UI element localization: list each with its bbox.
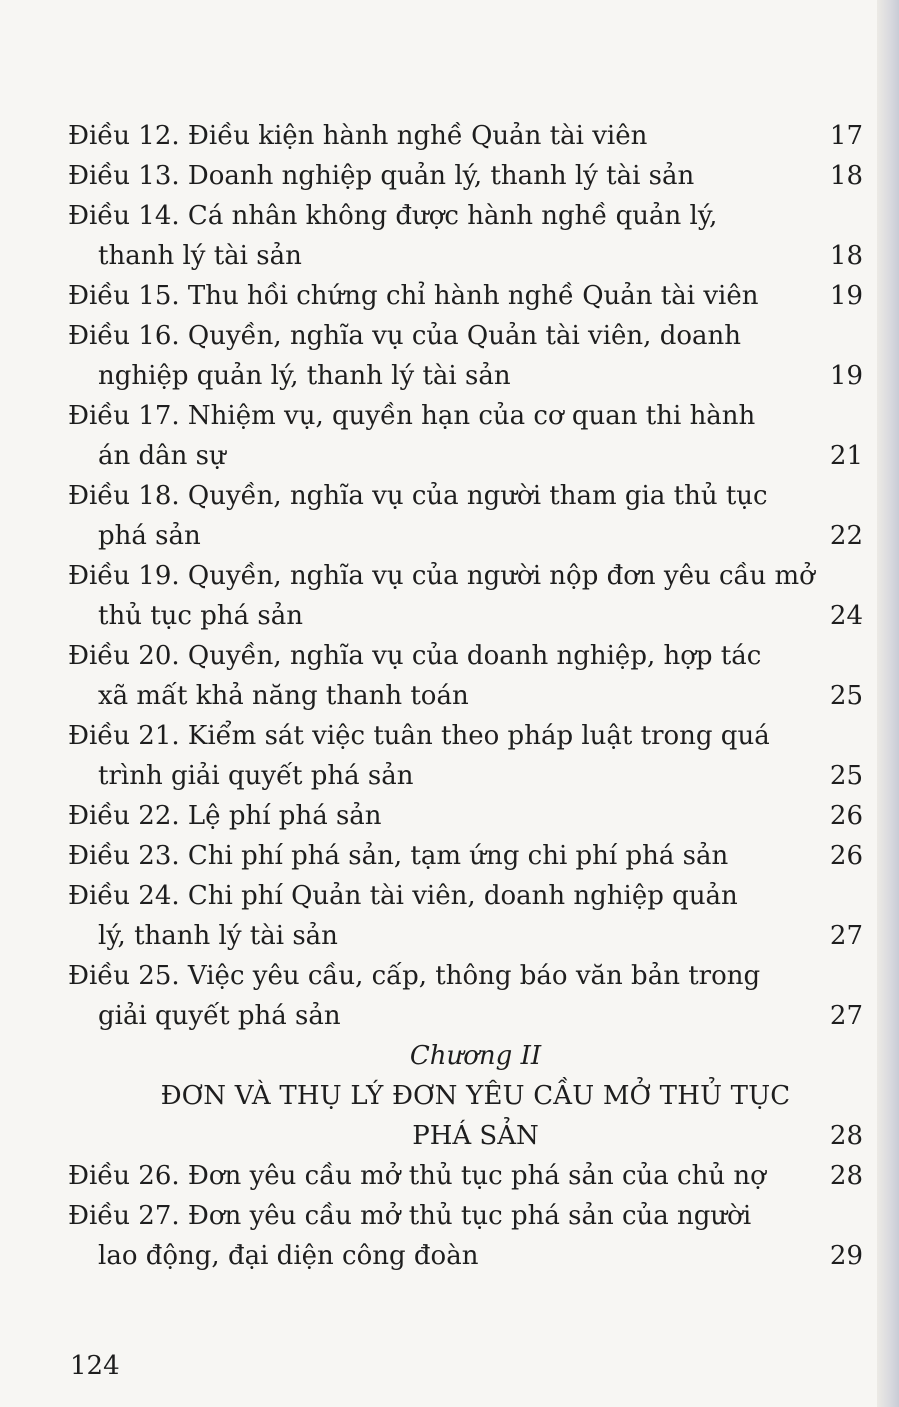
- toc-entry-13: [68, 156, 863, 196]
- chapter-title-cont-row: [68, 1116, 863, 1156]
- toc-entry-text: Điều 27. Đơn yêu cầu mở thủ tục phá sản của người: [68, 1201, 752, 1231]
- toc-entry-text: Điều 20. Quyền, nghĩa vụ của doanh nghiệp, hợp tác: [68, 641, 762, 671]
- toc-page-number: 19: [829, 361, 863, 391]
- toc-entry-text-cont: thanh lý tài sản: [98, 241, 302, 271]
- toc-page-number: 25: [829, 681, 863, 711]
- toc-page-number: 18: [829, 161, 863, 191]
- toc-entry-27: [68, 1196, 863, 1276]
- toc-entry-text-cont: thủ tục phá sản: [98, 601, 303, 631]
- toc-entry-text: Điều 14. Cá nhân không được hành nghề quản lý,: [68, 201, 718, 231]
- toc-entry-17: [68, 396, 863, 476]
- toc-entry-text: Điều 22. Lệ phí phá sản: [68, 801, 382, 831]
- toc-entry-text-cont: án dân sự: [98, 441, 226, 471]
- toc-entry-text-cont: phá sản: [98, 521, 201, 551]
- toc-entry-19: [68, 556, 863, 636]
- toc-entry-text: Điều 23. Chi phí phá sản, tạm ứng chi phí phá sản: [68, 841, 729, 871]
- toc-entry-12: [68, 116, 863, 156]
- chapter-label: Chương II: [409, 1041, 542, 1071]
- toc-entry-21: [68, 716, 863, 796]
- toc-entry-18: [68, 476, 863, 556]
- toc-entry-text: Điều 16. Quyền, nghĩa vụ của Quản tài viên, doanh: [68, 321, 741, 351]
- toc-page-number: 29: [829, 1241, 863, 1271]
- toc-entry-text-cont: trình giải quyết phá sản: [98, 761, 414, 791]
- toc-page-number: 28: [829, 1121, 863, 1151]
- toc-entry-text: Điều 17. Nhiệm vụ, quyền hạn của cơ quan thi hành: [68, 401, 756, 431]
- toc-entry-text: Điều 13. Doanh nghiệp quản lý, thanh lý tài sản: [68, 161, 695, 191]
- toc-entry-text: Điều 26. Đơn yêu cầu mở thủ tục phá sản của chủ nợ: [68, 1161, 766, 1191]
- page-number-folio: 124: [70, 1351, 120, 1381]
- toc-entry-14: [68, 196, 863, 276]
- chapter-title-cont: PHÁ SẢN: [412, 1121, 539, 1151]
- toc-page-number: 25: [829, 761, 863, 791]
- toc-entry-text: Điều 24. Chi phí Quản tài viên, doanh nghiệp quản: [68, 881, 738, 911]
- toc-entry-text: Điều 21. Kiểm sát việc tuân theo pháp luật trong quá: [68, 721, 770, 751]
- toc-entry-text: Điều 15. Thu hồi chứng chỉ hành nghề Quản tài viên: [68, 281, 759, 311]
- toc-entry-text: Điều 19. Quyền, nghĩa vụ của người nộp đơn yêu cầu mở: [68, 561, 815, 591]
- toc-page-number: 17: [829, 121, 863, 151]
- toc-entry-text-cont: nghiệp quản lý, thanh lý tài sản: [98, 361, 511, 391]
- toc-page-number: 19: [829, 281, 863, 311]
- toc-page-number: 21: [829, 441, 863, 471]
- toc-entry-text-cont: lý, thanh lý tài sản: [98, 921, 338, 951]
- toc-entry-text-cont: giải quyết phá sản: [98, 1001, 341, 1031]
- toc-page-number: 22: [829, 521, 863, 551]
- toc-page-number: 26: [829, 801, 863, 831]
- toc-entry-23: [68, 836, 863, 876]
- toc-entry-text-cont: lao động, đại diện công đoàn: [98, 1241, 479, 1271]
- toc-page-number: 27: [829, 1001, 863, 1031]
- toc-entry-text: Điều 25. Việc yêu cầu, cấp, thông báo văn bản trong: [68, 961, 761, 991]
- toc-entry-24: [68, 876, 863, 956]
- toc-entry-15: [68, 276, 863, 316]
- toc-entry-25: [68, 956, 863, 1036]
- toc-page-number: 18: [829, 241, 863, 271]
- toc-entry-text-cont: xã mất khả năng thanh toán: [98, 681, 469, 711]
- toc-entry-16: [68, 316, 863, 396]
- page-edge-shadow: [877, 0, 899, 1407]
- toc-entry-20: [68, 636, 863, 716]
- toc-entry-text: Điều 18. Quyền, nghĩa vụ của người tham gia thủ tục: [68, 481, 768, 511]
- toc-page-number: 24: [829, 601, 863, 631]
- table-of-contents: [68, 116, 863, 1276]
- toc-entry-26: [68, 1156, 863, 1196]
- toc-page-number: 27: [829, 921, 863, 951]
- toc-entry-22: [68, 796, 863, 836]
- toc-entry-text: Điều 12. Điều kiện hành nghề Quản tài viên: [68, 121, 648, 151]
- chapter-title: ĐƠN VÀ THỤ LÝ ĐƠN YÊU CẦU MỞ THỦ TỤC: [160, 1081, 791, 1111]
- toc-page-number: 28: [829, 1161, 863, 1191]
- toc-page-number: 26: [829, 841, 863, 871]
